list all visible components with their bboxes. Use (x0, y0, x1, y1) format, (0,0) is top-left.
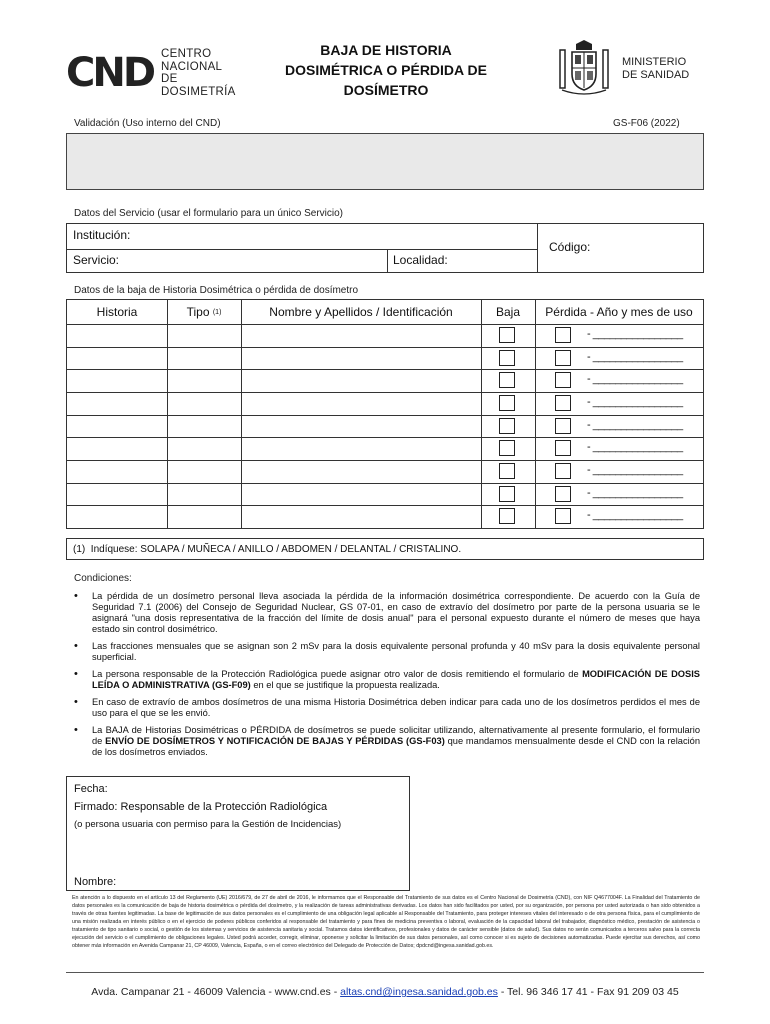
title-line: BAJA DE HISTORIA (320, 42, 452, 58)
perdida-date-field[interactable]: - ________________ (587, 350, 683, 363)
baja-checkbox[interactable] (499, 350, 515, 366)
baja-checkbox[interactable] (499, 395, 515, 411)
condition-item: • En caso de extravío de ambos dosímetros de una misma Historia Dosimétrica deben indicar para cada uno de los dosímetros perdidos el mes de uso para el que se les envió. (72, 697, 700, 719)
validation-box[interactable] (66, 133, 704, 190)
nombre-field[interactable]: Nombre: (74, 876, 117, 888)
perdida-checkbox[interactable] (555, 395, 571, 411)
perdida-date-field[interactable]: - ________________ (587, 463, 683, 476)
perdida-date-field[interactable]: - ________________ (587, 328, 683, 340)
conditions-list (72, 591, 700, 764)
condition-item (72, 725, 700, 758)
baja-checkbox[interactable] (499, 372, 515, 388)
fecha-field[interactable]: Fecha: (74, 783, 108, 795)
signature-box[interactable] (66, 776, 410, 891)
condition-item: • La pérdida de un dosímetro personal lleva asociada la pérdida de la información dosimétrica correspondiente. De acuerdo con la Guía de Seguridad 7.1 (2006) del Consejo de Seguridad Nuclear, GS 07-01, en caso de extravío del dosímetro por parte de la persona usuaria se le asignará "una dosis representativa de la fracción del límite de dosis anual" para el personal expuesto durante el número de meses que haya estado sin control dosimétrico. (72, 591, 700, 635)
perdida-checkbox[interactable] (555, 486, 571, 502)
perdida-date-field[interactable]: - ________________ (587, 486, 683, 499)
baja-checkbox[interactable] (499, 508, 515, 524)
servicio-field[interactable]: Servicio: (73, 253, 120, 267)
title-line: DOSÍMETRO (343, 82, 429, 98)
ministry-line: MINISTERIO (622, 56, 687, 68)
col-historia: Historia (96, 305, 138, 319)
condition-item (72, 669, 700, 691)
condition-text: que mandamos mensualmente desde el CND con la relación de los dosímetros enviados. (92, 736, 701, 757)
conditions-label: Condiciones: (74, 573, 132, 584)
footer-email-link[interactable]: altas.cnd@ingesa.sanidad.gob.es (340, 986, 498, 998)
baja-checkbox[interactable] (499, 486, 515, 502)
baja-table (66, 299, 704, 529)
institucion-field[interactable]: Institución: (73, 228, 131, 242)
localidad-field[interactable]: Localidad: (393, 253, 448, 267)
perdida-date-field[interactable]: - ________________ (587, 418, 683, 431)
footer-address: Avda. Campanar 21 - 46009 Valencia - www.cnd.es - (91, 986, 341, 998)
firmado-label: Firmado: Responsable de la Protección Radiológica (74, 801, 328, 813)
perdida-checkbox[interactable] (555, 372, 571, 388)
col-tipo-label: Tipo (186, 305, 210, 319)
title-line: DOSIMÉTRICA O PÉRDIDA DE (285, 62, 487, 78)
validation-label: Validación (Uso interno del CND) (74, 118, 221, 129)
footer-contact (0, 986, 770, 998)
perdida-date-field[interactable]: - ________________ (587, 395, 683, 408)
perdida-date-field[interactable]: - ________________ (587, 373, 683, 386)
perdida-checkbox[interactable] (555, 508, 571, 524)
ministry-label (622, 56, 689, 82)
cnd-logo (66, 48, 241, 98)
footer-divider (66, 972, 704, 973)
org-name-line: CENTRO (161, 48, 212, 60)
baja-checkbox[interactable] (499, 418, 515, 434)
coat-of-arms-icon (558, 40, 610, 96)
perdida-date-field[interactable]: - ________________ (587, 509, 683, 522)
perdida-checkbox[interactable] (555, 440, 571, 456)
cnd-logo-mark: CND (66, 50, 154, 96)
perdida-checkbox[interactable] (555, 418, 571, 434)
form-code: GS-F06 (2022) (613, 118, 680, 129)
condition-form-ref: ENVÍO DE DOSÍMETROS Y NOTIFICACIÓN DE BAJAS Y PÉRDIDAS (GS-F03) (105, 736, 445, 746)
col-nombre: Nombre y Apellidos / Identificación (269, 305, 453, 319)
condition-form-ref: MODIFICACIÓN DE DOSIS LEÍDA O ADMINISTRATIVA (GS-F09) (92, 669, 700, 690)
service-table (66, 223, 704, 273)
codigo-field[interactable]: Código: (549, 240, 591, 254)
condition-text: La persona responsable de la Protección Radiológica puede asignar otro valor de dosis remitiendo el formulario de (92, 669, 583, 679)
col-perdida: Pérdida - Año y mes de uso (545, 305, 693, 319)
footnote-text: Indíquese: SOLAPA / MUÑECA / ANILLO / ABDOMEN / DELANTAL / CRISTALINO. (90, 544, 462, 555)
cnd-logo-text (161, 48, 241, 98)
col-tipo-footnote: (1) (212, 308, 222, 316)
condition-item: • Las fracciones mensuales que se asignan son 2 mSv para la dosis equivalente personal profunda y 40 mSv para la dosis equivalente personal superficial. (72, 641, 700, 663)
baja-checkbox[interactable] (499, 327, 515, 343)
baja-checkbox[interactable] (499, 463, 515, 479)
firmado-clarification: (o persona usuaria con permiso para la Gestión de Incidencias) (74, 819, 342, 830)
org-name-line: NACIONAL DE (161, 60, 222, 85)
footer-phone: - Tel. 96 346 17 41 - Fax 91 209 03 45 (500, 986, 679, 998)
org-name-line: DOSIMETRÍA (161, 85, 236, 98)
service-section-label: Datos del Servicio (usar el formulario para un único Servicio) (74, 208, 344, 219)
privacy-notice: En atención a lo dispuesto en el artículo 13 del Reglamento (UE) 2016/679, de 27 de abril de 2016, le informamos que el Responsable del Tratamiento de sus datos es el Centro Nacional de Dosimetría (CND), con NIF Q4677004F. La Finalidad del Tratamiento de datos personales es la comunicación de baja de historia dosimétrica o pérdida del dosímetro, y la realización de tareas administrativas derivadas. Los datos han sido facilitados por usted, por su organización, por persona por usted autorizada o han sido obtenidos a través de otras fuentes legitimadas. La base de legitimación de sus datos personales es el cumplimiento de una obligación legal aplicable al Responsable del Tratamiento, para proteger intereses vitales del interesado o de otra persona física, para el cumplimiento de una misión realizada en interés público o en el ejercicio de poderes públicos conferidos al responsable del tratamiento y para fines de medicina preventiva o laboral, evaluación de la capacidad laboral del trabajador, diagnóstico médico, prestación de asistencia o tratamiento de tipo sanitario o social, o gestión de los sistemas y servicios de asistencia sanitaria y social. Tratamos datos identificativos, profesionales y datos de carácter sensible (datos de salud). Sus datos no serán comunicados a terceros salvo para la correcta ejecución del servicio o el cumplimiento de obligaciones legales. Usted podrá acceder, corregir, eliminar, oponerse y solicitar la limitación de sus datos personales, así como conocer si es sujeto de decisiones automatizadas. Puede ejercitar sus derechos, así como obtener más información en Avenida Campanar 21, CP 46009, Valencia, España, o en el correo electrónico del Delegado de Protección de Datos; dpdcnd@ingesa.sanidad.gob.es. (72, 895, 700, 949)
ministry-line: DE SANIDAD (622, 69, 690, 81)
col-tipo (167, 300, 241, 324)
perdida-date-field[interactable]: - ________________ (587, 441, 683, 454)
col-baja: Baja (495, 305, 521, 319)
page-title (268, 40, 504, 100)
condition-text: La BAJA de Historias Dosimétricas o PÉRDIDA de dosímetros se puede solicitar utilizando, alternativamente al presente formulario, el formulario de (92, 725, 700, 746)
baja-section-label: Datos de la baja de Historia Dosimétrica o pérdida de dosímetro (74, 285, 359, 296)
perdida-checkbox[interactable] (555, 327, 571, 343)
condition-text: en el que se justifique la propuesta realizada. (250, 680, 440, 690)
footnote-box (66, 538, 704, 560)
perdida-checkbox[interactable] (555, 350, 571, 366)
perdida-checkbox[interactable] (555, 463, 571, 479)
footnote-number: (1) (73, 544, 86, 555)
baja-checkbox[interactable] (499, 440, 515, 456)
